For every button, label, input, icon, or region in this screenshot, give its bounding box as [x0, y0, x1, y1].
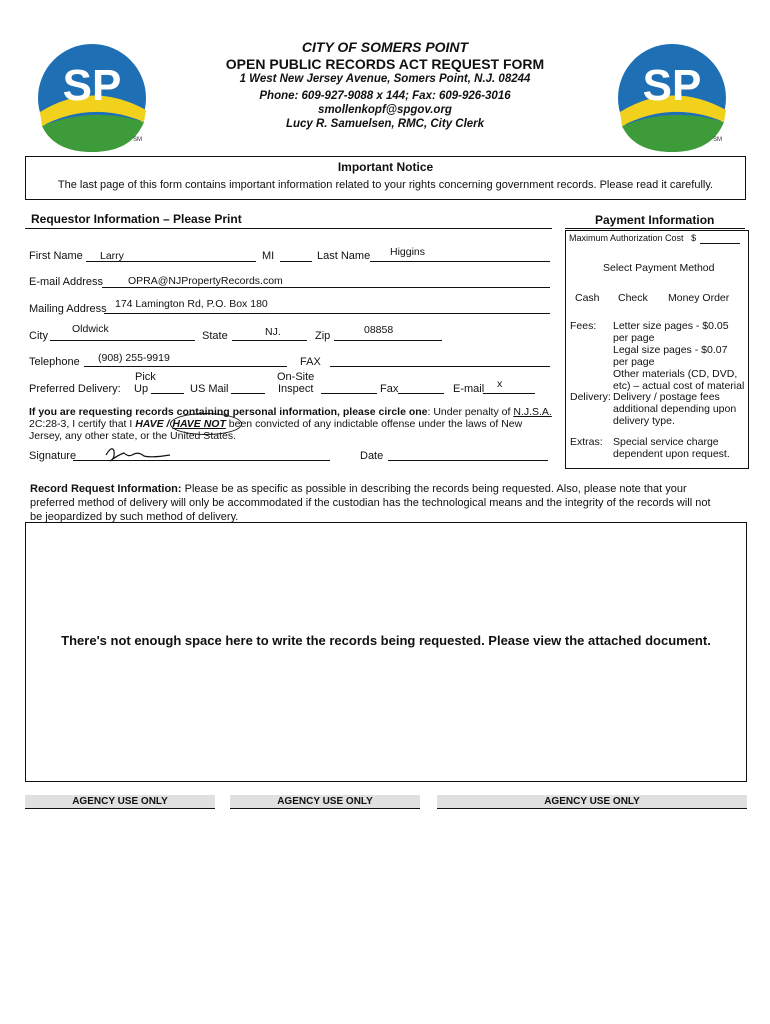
last-name-field[interactable] — [370, 261, 550, 262]
logo-right — [612, 40, 736, 155]
personal-info-bold: If you are requesting records containing personal information, please circle one — [29, 406, 428, 418]
email-field[interactable] — [102, 287, 550, 288]
have-option[interactable]: HAVE — [135, 418, 164, 430]
delivery-line: additional depending upon — [613, 403, 737, 415]
record-request-entry: There's not enough space here to write the records being requested. Please view the attached document. — [61, 633, 711, 648]
pickup-field[interactable] — [151, 393, 184, 394]
have-not-circle — [170, 413, 242, 435]
onsite-field[interactable] — [321, 393, 377, 394]
logo-mark: SM — [713, 137, 722, 143]
payment-title-rule — [565, 228, 745, 229]
fees-line: Letter size pages - $0.05 — [613, 320, 729, 332]
email-value: OPRA@NJPropertyRecords.com — [128, 275, 283, 287]
pickup-label: Up — [134, 383, 149, 395]
fees-line: per page — [613, 332, 655, 344]
record-request-box[interactable] — [25, 522, 747, 782]
select-payment-method: Select Payment Method — [603, 262, 715, 274]
record-request-line2: preferred method of delivery will only be accommodated if the custodian has the technological means and the integrity of the records will not — [30, 497, 711, 509]
delivery-list — [613, 391, 736, 427]
form-title: OPEN PUBLIC RECORDS ACT REQUEST FORM — [225, 56, 545, 72]
notice-title: Important Notice — [337, 160, 434, 174]
agency-use-only-3: AGENCY USE ONLY — [437, 795, 747, 809]
personal-info-line1 — [29, 406, 552, 418]
email-option-field[interactable] — [483, 393, 535, 394]
cert-text-b: been convicted of any indictable offense under the laws of New — [225, 418, 523, 430]
have-not-option[interactable]: HAVE NOT — [172, 418, 226, 430]
extras-line: dependent upon request. — [613, 448, 730, 460]
record-request-line3: be jeopardized by such method of delivery. — [30, 511, 239, 523]
njsa-ref: N.J.S.A. — [513, 406, 552, 418]
payment-money-order[interactable]: Money Order — [668, 292, 730, 304]
fax-option-field[interactable] — [398, 393, 444, 394]
header-address: 1 West New Jersey Avenue, Somers Point, N.J. 08244 — [239, 73, 531, 85]
logo-text: SP — [642, 61, 702, 110]
telephone-field[interactable] — [84, 366, 287, 367]
payment-section-title: Payment Information — [595, 213, 715, 227]
email-option-label: E-mail — [453, 383, 485, 395]
personal-info-text: : Under penalty of — [427, 406, 514, 418]
usmail-field[interactable] — [231, 393, 265, 394]
onsite-label: On-Site — [277, 371, 315, 383]
last-name-label: Last Name — [317, 250, 371, 262]
zip-label: Zip — [315, 330, 331, 342]
state-value: NJ. — [265, 326, 281, 338]
fees-label: Fees: — [570, 320, 597, 332]
extras-list — [613, 436, 730, 460]
first-name-label: First Name — [29, 250, 83, 262]
telephone-label: Telephone — [29, 356, 80, 368]
payment-check[interactable]: Check — [618, 292, 648, 304]
cert-text-a: 2C:28-3, I certify that I — [29, 418, 136, 430]
usmail-label: US Mail — [190, 383, 229, 395]
payment-cash[interactable]: Cash — [575, 292, 600, 304]
fax-option-label: Fax — [380, 383, 399, 395]
extras-line: Special service charge — [613, 436, 719, 448]
header-phone-fax: Phone: 609-927-9088 x 144; Fax: 609-926-3016 — [259, 90, 511, 102]
zip-field[interactable] — [334, 340, 442, 341]
have-slash: / — [163, 418, 173, 430]
personal-info-line3: Jersey, any other state, or the United States. — [29, 430, 236, 442]
fees-line: per page — [613, 356, 655, 368]
header-clerk: Lucy R. Samuelsen, RMC, City Clerk — [285, 118, 485, 130]
notice-text: The last page of this form contains important information related to your rights concerning government records. Please read it carefully. — [57, 179, 714, 191]
mi-label: MI — [262, 250, 275, 262]
city-field[interactable] — [50, 340, 195, 341]
delivery-label: Delivery: — [570, 391, 611, 403]
fees-line: Other materials (CD, DVD, — [613, 368, 738, 380]
requestor-section-title: Requestor Information – Please Print — [31, 212, 242, 226]
date-label: Date — [360, 450, 384, 462]
extras-label: Extras: — [570, 436, 603, 448]
signature-scribble — [104, 443, 174, 466]
delivery-line: delivery type. — [613, 415, 675, 427]
email-label: E-mail Address — [29, 276, 103, 288]
date-field[interactable] — [388, 460, 548, 461]
city-label: City — [29, 330, 48, 342]
email-option-mark: x — [497, 378, 503, 390]
mi-field[interactable] — [280, 261, 312, 262]
mailing-address-label: Mailing Address — [29, 303, 107, 315]
fax-label: FAX — [300, 356, 321, 368]
record-request-instructions — [30, 482, 745, 524]
fees-line: Legal size pages - $0.07 — [613, 344, 728, 356]
inspect-label: Inspect — [278, 383, 314, 395]
city-title: CITY OF SOMERS POINT — [301, 39, 469, 55]
first-name-value: Larry — [100, 250, 124, 262]
important-notice-box — [25, 156, 746, 200]
record-request-text1: Please be as specific as possible in describing the records being requested. Also, please note that your — [181, 483, 687, 495]
mailing-address-field[interactable] — [104, 313, 550, 314]
personal-info-line2 — [29, 418, 522, 430]
pick-label: Pick — [135, 371, 156, 383]
max-auth-symbol: $ — [691, 233, 697, 243]
state-field[interactable] — [232, 340, 307, 341]
fees-list — [613, 320, 744, 392]
state-label: State — [202, 330, 228, 342]
record-request-line1 — [30, 482, 745, 496]
last-name-value: Higgins — [390, 246, 426, 258]
requestor-title-rule — [25, 228, 552, 229]
max-auth-label — [569, 233, 696, 243]
preferred-delivery-label: Preferred Delivery: — [29, 383, 121, 395]
agency-use-only-2: AGENCY USE ONLY — [230, 795, 420, 809]
logo-text: SP — [62, 61, 122, 110]
delivery-line: Delivery / postage fees — [613, 391, 720, 403]
telephone-value: (908) 255-9919 — [98, 352, 170, 364]
signature-label: Signature — [29, 450, 77, 462]
max-auth-field[interactable] — [700, 243, 740, 244]
header-email: smollenkopf@spgov.org — [318, 104, 452, 116]
agency-use-only-1: AGENCY USE ONLY — [25, 795, 215, 809]
fax-field[interactable] — [330, 366, 550, 367]
zip-value: 08858 — [364, 324, 394, 336]
logo-mark: SM — [133, 137, 142, 143]
logo-left — [32, 40, 156, 155]
record-request-label: Record Request Information: — [30, 483, 182, 495]
fees-line: etc) – actual cost of material — [613, 380, 745, 392]
max-auth-text: Maximum Authorization Cost — [569, 233, 684, 243]
city-value: Oldwick — [72, 323, 109, 335]
mailing-address-value: 174 Lamington Rd, P.O. Box 180 — [115, 298, 268, 310]
